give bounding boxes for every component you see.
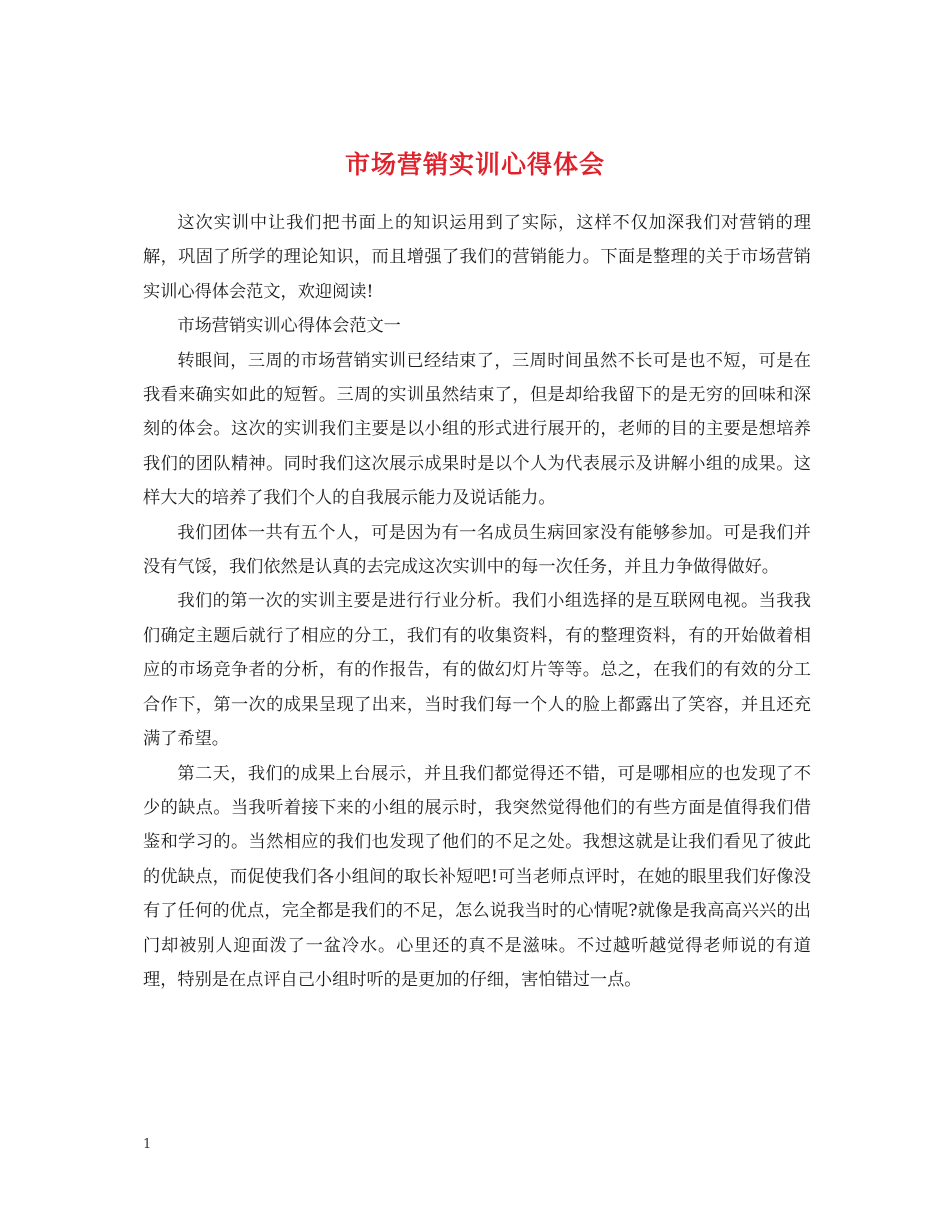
body-paragraph: 我们团体一共有五个人，可是因为有一名成员生病回家没有能够参加。可是我们并没有气馁，我们依然是认真的去完成这次实训中的每一次任务，并且力争做得做好。	[143, 522, 811, 578]
document-title: 市场营销实训心得体会	[344, 149, 605, 179]
page-number: 1	[143, 1137, 152, 1152]
intro-paragraph: 这次实训中让我们把书面上的知识运用到了实际，这样不仅加深我们对营销的理解，巩固了所学的理论知识，而且增强了我们的营销能力。下面是整理的关于市场营销实训心得体会范文，欢迎阅读!	[143, 213, 811, 302]
body-paragraph: 转眼间，三周的市场营销实训已经结束了，三周时间虽然不长可是也不短，可是在我看来确实如此的短暂。三周的实训虽然结束了，但是却给我留下的是无穷的回味和深刻的体会。这次的实训我们主要是以小组的形式进行展开的，老师的目的主要是想培养我们的团队精神。同时我们这次展示成果时是以个人为代表展示及讲解小组的成果。这样大大的培养了我们个人的自我展示能力及说话能力。	[143, 350, 811, 509]
body-paragraph: 我们的第一次的实训主要是进行行业分析。我们小组选择的是互联网电视。当我我们确定主题后就行了相应的分工，我们有的收集资料，有的整理资料，有的开始做着相应的市场竞争者的分析，有的作报告，有的做幻灯片等等。总之，在我们的有效的分工合作下，第一次的成果呈现了出来，当时我们每一个人的脸上都露出了笑容，并且还充满了希望。	[143, 591, 811, 750]
body-paragraph: 第二天，我们的成果上台展示，并且我们都觉得还不错，可是哪相应的也发现了不少的缺点。当我听着接下来的小组的展示时，我突然觉得他们的有些方面是值得我们借鉴和学习的。当然相应的我们也发现了他们的不足之处。我想这就是让我们看见了彼此的优缺点，而促使我们各小组间的取长补短吧!可当老师点评时，在她的眼里我们好像没有了任何的优点，完全都是我们的不足，怎么说我当时的心情呢?就像是我高高兴兴的出门却被别人迎面泼了一盆冷水。心里还的真不是滋味。不过越听越觉得老师说的有道理，特别是在点评自己小组时听的是更加的仔细，害怕错过一点。	[143, 763, 811, 990]
section-heading: 市场营销实训心得体会范文一	[177, 316, 401, 337]
document-body	[143, 206, 811, 997]
